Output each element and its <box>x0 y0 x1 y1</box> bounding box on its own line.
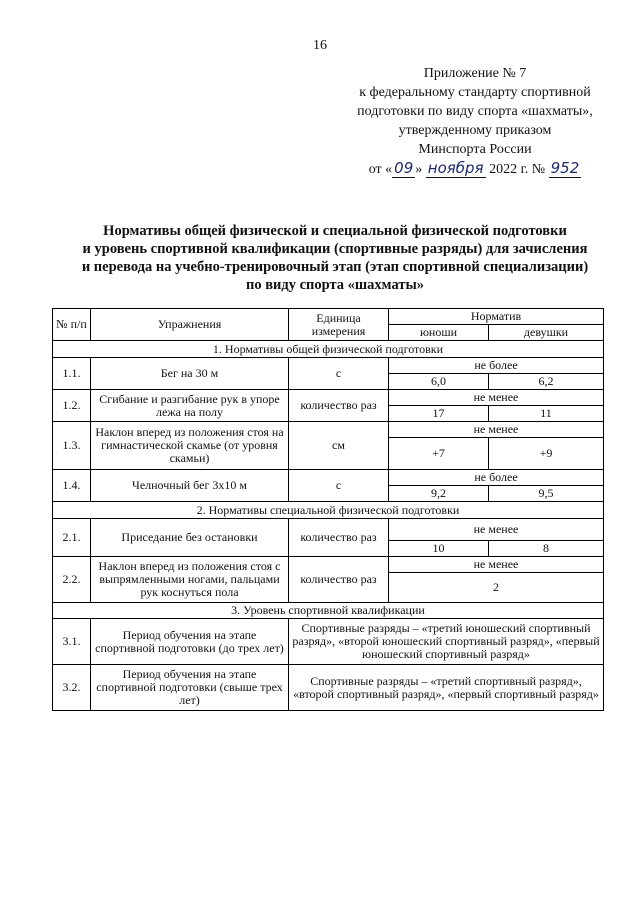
date-quote: » <box>415 162 423 177</box>
order-number-handwritten: 952 <box>550 159 580 177</box>
norms-table <box>52 308 604 711</box>
row-3-1-num: 3.1. <box>53 619 91 665</box>
row-2-1-exercise: Приседание без остановки <box>91 519 289 557</box>
row-3-2-num: 3.2. <box>53 665 91 711</box>
row-1-4-girls: 9,5 <box>489 486 604 502</box>
row-2-1-cond: не менее <box>389 519 604 541</box>
row-2-2-unit: количество раз <box>289 557 389 603</box>
title-line-3: и перевода на учебно-тренировочный этап (этап спортивной специализации) <box>81 259 589 275</box>
appendix-line-2: к федеральному стандарту спортивной <box>359 85 591 100</box>
date-prefix: от « <box>368 162 393 177</box>
row-3-2-exercise: Период обучения на этапе спортивной подготовки (свыше трех лет) <box>91 665 289 711</box>
row-1-3-unit: см <box>289 422 389 470</box>
row-2-2-num: 2.2. <box>53 557 91 603</box>
row-1-2-girls: 11 <box>489 406 604 422</box>
row-1-1-cond: не более <box>389 358 604 374</box>
page-number: 16 <box>313 38 327 53</box>
row-1-2-exercise: Сгибание и разгибание рук в упоре лежа на полу <box>91 390 289 422</box>
row-3-1-exercise: Период обучения на этапе спортивной подготовки (до трех лет) <box>91 619 289 665</box>
appendix-line-3: подготовки по виду спорта «шахматы», <box>357 104 593 119</box>
row-1-2-unit: количество раз <box>289 390 389 422</box>
row-3-1-value: Спортивные разряды – «третий юношеский спортивный разряд», «второй юношеский спортивный разряд», «первый юношеский спортивный разряд» <box>289 619 604 665</box>
row-3-2-value: Спортивные разряды – «третий спортивный разряд», «второй спортивный разряд», «первый спортивный разряд» <box>289 665 604 711</box>
row-1-3-cond: не менее <box>389 422 604 438</box>
row-1-4-cond: не более <box>389 470 604 486</box>
row-1-4-boys: 9,2 <box>389 486 489 502</box>
header-unit: Единица измерения <box>289 309 389 341</box>
date-day-handwritten: 09 <box>394 159 414 177</box>
date-year: 2022 г. № <box>489 162 546 177</box>
appendix-line-1: Приложение № 7 <box>423 66 527 81</box>
header-num: № п/п <box>53 309 91 341</box>
section-3-header: 3. Уровень спортивной квалификации <box>53 603 604 619</box>
header-exercise: Упражнения <box>91 309 289 341</box>
section-2-header: 2. Нормативы специальной физической подготовки <box>53 502 604 519</box>
header-norm: Норматив <box>389 309 604 325</box>
row-1-1-num: 1.1. <box>53 358 91 390</box>
title-line-1: Нормативы общей физической и специальной физической подготовки <box>103 223 567 239</box>
section-1-header: 1. Нормативы общей физической подготовки <box>53 341 604 358</box>
header-girls: девушки <box>489 325 604 341</box>
header-boys: юноши <box>389 325 489 341</box>
appendix-line-4: утвержденному приказом <box>398 123 552 138</box>
row-1-4-unit: с <box>289 470 389 502</box>
appendix-line-5: Минспорта России <box>418 142 532 157</box>
row-1-3-boys: +7 <box>389 438 489 470</box>
row-1-3-num: 1.3. <box>53 422 91 470</box>
row-1-4-exercise: Челночный бег 3х10 м <box>91 470 289 502</box>
order-date-line <box>330 159 620 179</box>
row-1-1-unit: с <box>289 358 389 390</box>
row-2-2-exercise: Наклон вперед из положения стоя с выпрямленными ногами, пальцами рук коснуться пола <box>91 557 289 603</box>
row-1-4-num: 1.4. <box>53 470 91 502</box>
title-line-2: и уровень спортивной квалификации (спортивные разряды) для зачисления <box>82 241 588 257</box>
appendix-block <box>330 64 620 179</box>
row-2-1-boys: 10 <box>389 541 489 557</box>
row-1-1-exercise: Бег на 30 м <box>91 358 289 390</box>
date-month-handwritten: ноября <box>427 159 484 177</box>
row-2-1-girls: 8 <box>489 541 604 557</box>
row-2-2-both: 2 <box>389 573 604 603</box>
document-title <box>40 222 630 294</box>
row-1-2-cond: не менее <box>389 390 604 406</box>
row-1-1-girls: 6,2 <box>489 374 604 390</box>
row-1-1-boys: 6,0 <box>389 374 489 390</box>
row-1-3-exercise: Наклон вперед из положения стоя на гимнастической скамье (от уровня скамьи) <box>91 422 289 470</box>
row-1-2-num: 1.2. <box>53 390 91 422</box>
title-line-4: по виду спорта «шахматы» <box>245 277 425 293</box>
row-2-2-cond: не менее <box>389 557 604 573</box>
row-1-2-boys: 17 <box>389 406 489 422</box>
row-2-1-unit: количество раз <box>289 519 389 557</box>
row-1-3-girls: +9 <box>489 438 604 470</box>
row-2-1-num: 2.1. <box>53 519 91 557</box>
